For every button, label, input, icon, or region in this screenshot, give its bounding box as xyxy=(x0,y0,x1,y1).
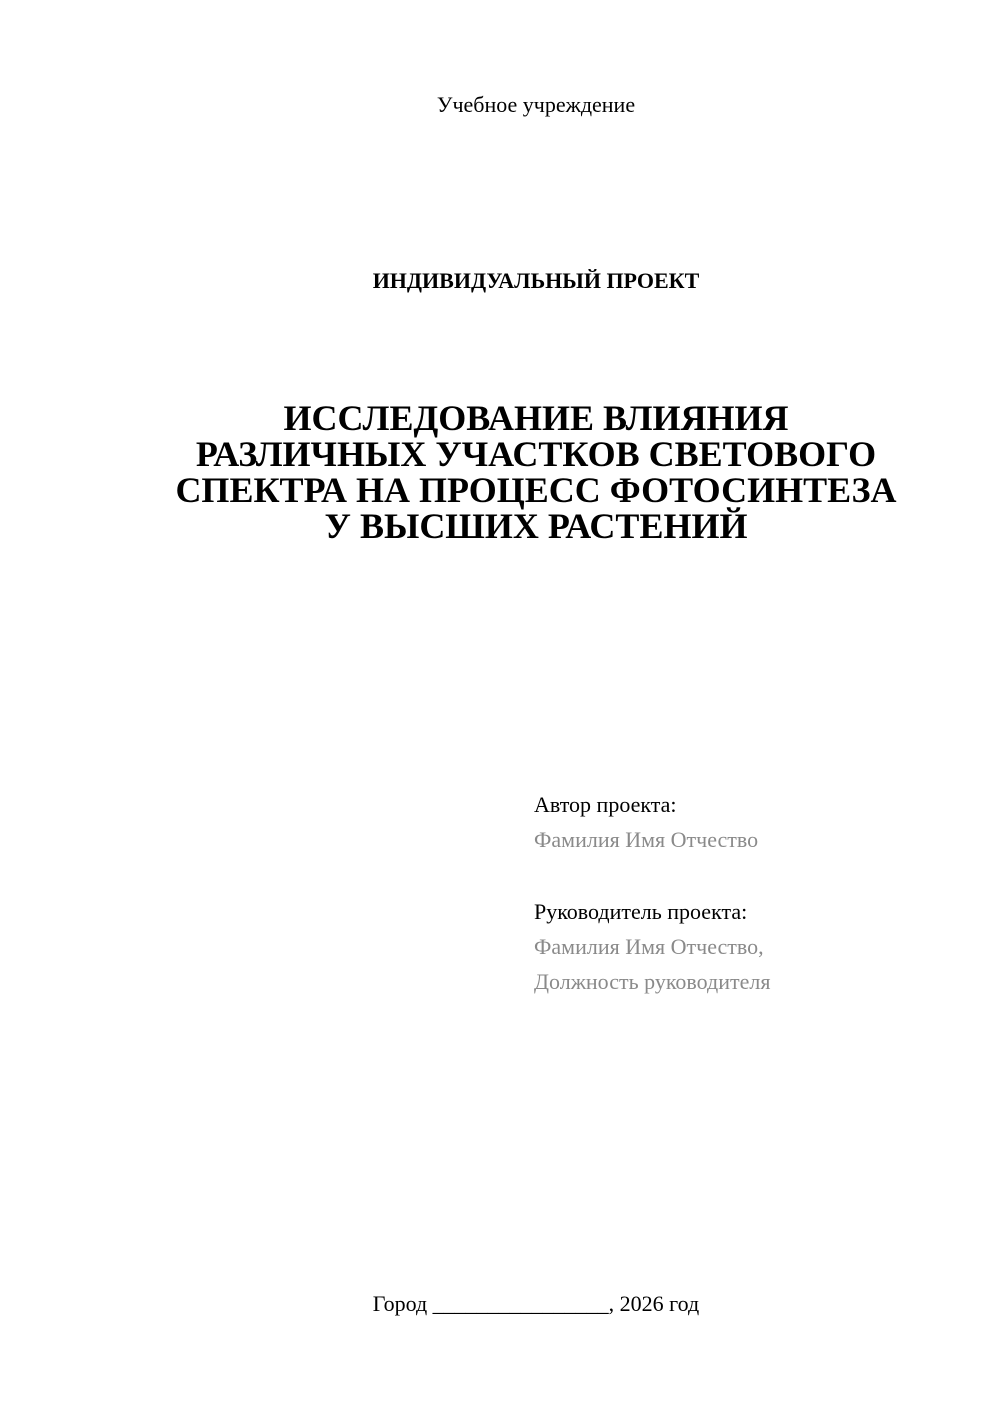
project-title-line: У ВЫСШИХ РАСТЕНИЙ xyxy=(324,506,748,546)
project-title xyxy=(100,400,972,544)
author-label: Автор проекта: xyxy=(534,792,677,817)
project-info-block xyxy=(534,787,974,999)
supervisor-position: Должность руководителя xyxy=(534,969,771,994)
project-title-line: СПЕКТРА НА ПРОЦЕСС ФОТОСИНТЕЗА xyxy=(175,470,897,510)
supervisor-label: Руководитель проекта: xyxy=(534,899,748,924)
institution-name: Учебное учреждение xyxy=(436,92,636,117)
project-title-line: РАЗЛИЧНЫХ УЧАСТКОВ СВЕТОВОГО xyxy=(195,434,877,474)
supervisor-name: Фамилия Имя Отчество, xyxy=(534,934,764,959)
info-spacer xyxy=(534,857,974,894)
author-name: Фамилия Имя Отчество xyxy=(534,827,759,852)
city-year-line: Город ________________, 2026 год xyxy=(372,1291,700,1316)
project-title-line: ИССЛЕДОВАНИЕ ВЛИЯНИЯ xyxy=(283,398,789,438)
document-type: ИНДИВИДУАЛЬНЫЙ ПРОЕКТ xyxy=(372,268,700,293)
